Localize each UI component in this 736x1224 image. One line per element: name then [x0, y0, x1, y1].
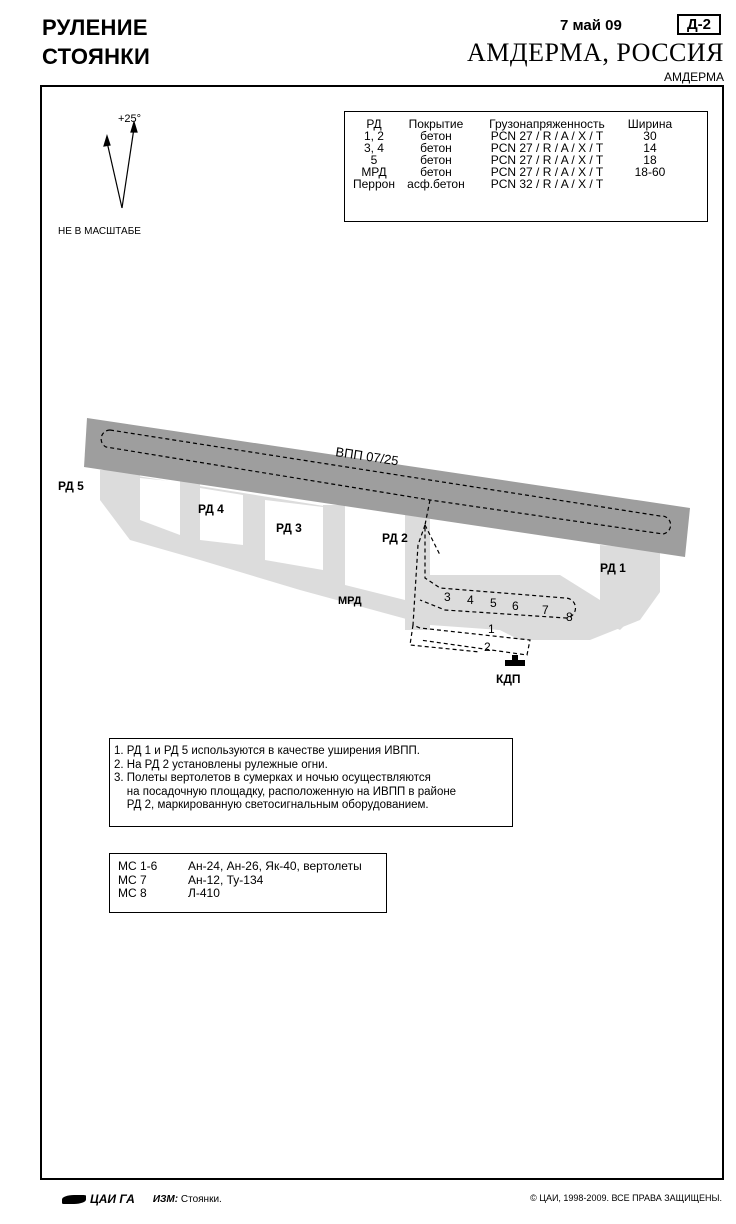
scale-note: НЕ В МАСШТАБЕ — [58, 226, 141, 237]
chart-id-badge: Д-2 — [677, 14, 721, 35]
table-cell: PCN 27 / R / A / X / T — [490, 165, 604, 179]
note-line: 3. Полеты вертолетов в сумерках и ночью осуществляются — [114, 772, 431, 784]
note-line: на посадочную площадку, расположенную на ИВПП в районе — [114, 785, 457, 798]
table-cell: PCN 27 / R / A / X / T — [490, 153, 604, 167]
north-arrow-icon — [104, 122, 137, 208]
stand-id: МС 7 — [118, 872, 147, 887]
main-twy-label: МРД — [338, 595, 362, 607]
copyright: © ЦАИ, 1998-2009. ВСЕ ПРАВА ЗАЩИЩЕНЫ. — [530, 1193, 722, 1203]
table-cell: PCN 27 / R / A / X / T — [490, 141, 604, 155]
stand-aircraft: Л-410 — [188, 886, 220, 900]
stand-7: 7 — [542, 603, 549, 617]
note-line: 2. На РД 2 установлены рулежные огни. — [114, 758, 328, 771]
table-cell: 5 — [370, 153, 378, 167]
stand-id: МС 1-6 — [118, 859, 158, 873]
lane-2: 2 — [484, 640, 491, 654]
table-cell: 18-60 — [634, 165, 666, 179]
twy-3b-link — [323, 505, 345, 585]
stand-row — [118, 874, 378, 888]
col-header: Покрытие — [408, 117, 464, 131]
twy4-label: РД 4 — [198, 502, 224, 516]
stand-8: 8 — [566, 610, 573, 624]
apron — [430, 575, 580, 640]
table-cell — [625, 178, 683, 190]
table-cell: PCN 27 / R / A / X / T — [490, 129, 604, 143]
table-cell: PCN 32 / R / A / X / T — [490, 177, 604, 191]
table-cell: 30 — [643, 129, 657, 143]
stands-box — [109, 853, 387, 913]
col-header: Ширина — [627, 117, 673, 131]
stand-aircraft: Ан-24, Ан-26, Як-40, вертолеты — [188, 859, 362, 873]
tower-label: КДП — [496, 672, 521, 686]
change-text: Стоянки. — [180, 1193, 222, 1205]
table-cell: 18 — [643, 153, 657, 167]
twy5-label: РД 5 — [58, 479, 84, 493]
logo-text: ЦАИ ГА — [90, 1192, 135, 1206]
stand-6: 6 — [512, 599, 519, 613]
taxiway-table — [353, 118, 683, 190]
twy-1-link — [600, 545, 660, 630]
taxiway-table-box — [344, 111, 708, 222]
table-cell: бетон — [420, 141, 452, 155]
publisher-logo — [62, 1192, 135, 1206]
twy2-label: РД 2 — [382, 531, 408, 545]
stand-row — [118, 860, 378, 874]
table-cell: 1, 2 — [363, 129, 384, 143]
orientation-angle: +25° — [118, 113, 142, 125]
table-cell: бетон — [420, 165, 452, 179]
table-cell: асф.бетон — [407, 177, 465, 191]
table-cell: Перрон — [353, 177, 395, 191]
stand-3: 3 — [444, 590, 451, 604]
stand-5: 5 — [490, 596, 497, 610]
table-cell: бетон — [420, 129, 452, 143]
table-cell: бетон — [420, 153, 452, 167]
col-header: РД — [366, 117, 382, 131]
notes-box — [109, 738, 513, 827]
twy1-label: РД 1 — [600, 561, 626, 575]
twy-3-link — [243, 498, 265, 560]
title-line-1: РУЛЕНИЕ — [42, 15, 148, 40]
stand-4: 4 — [467, 593, 474, 607]
stand-aircraft: Ан-12, Ту-134 — [188, 872, 264, 887]
runway-label: ВПП 07/25 — [334, 444, 400, 469]
table-row — [353, 178, 683, 190]
change-label: ИЗМ: — [152, 1193, 179, 1205]
change-note — [153, 1194, 222, 1205]
table-cell: 3, 4 — [363, 141, 384, 155]
title-line-2: СТОЯНКИ — [42, 44, 151, 69]
airport-subtitle: АМДЕРМА — [664, 70, 724, 84]
table-cell: 14 — [643, 141, 657, 155]
logo-icon — [62, 1195, 86, 1204]
footer-left — [62, 1192, 222, 1206]
table-cell: МРД — [361, 165, 387, 179]
chart-date: 7 май 09 — [560, 17, 622, 34]
note-line: РД 2, маркированную светосигнальным оборудованием. — [114, 799, 429, 811]
stand-id: МС 8 — [118, 886, 147, 900]
airport-name: АМДЕРМА, РОССИЯ — [466, 38, 724, 67]
lane-1: 1 — [488, 622, 495, 636]
col-header: Грузонапряженность — [489, 117, 605, 131]
stand-row — [118, 887, 378, 901]
note-line: 1. РД 1 и РД 5 используются в качестве уширения ИВПП. — [114, 745, 420, 757]
twy3-label: РД 3 — [276, 521, 302, 535]
